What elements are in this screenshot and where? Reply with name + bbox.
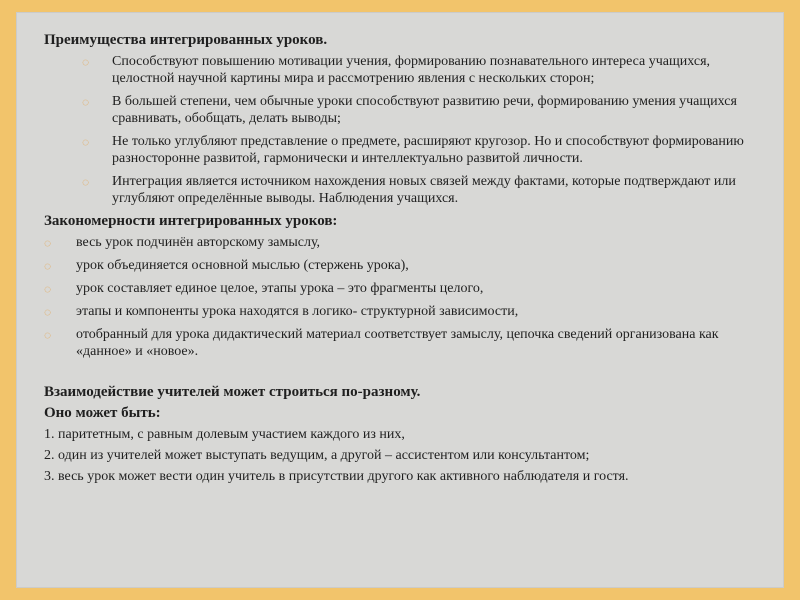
bullet-icon: ◌ [82, 135, 90, 149]
bullet-icon: ◌ [44, 328, 52, 342]
patterns-list [44, 234, 764, 360]
bullet-icon: ◌ [82, 175, 90, 189]
list-item-text: отобранный для урока дидактический материал соответствует замыслу, цепочка сведений организована как «данное» и «новое». [76, 327, 719, 359]
list-item [82, 93, 764, 127]
list-item [82, 53, 764, 87]
bullet-icon: ◌ [44, 259, 52, 273]
list-item [82, 133, 764, 167]
bullet-icon: ◌ [82, 55, 90, 69]
options-list [44, 426, 764, 485]
slide-content [44, 32, 764, 489]
heading-may-be: Оно может быть: [44, 405, 161, 421]
list-item [44, 234, 764, 251]
heading-interaction: Взаимодействие учителей может строиться по-разному. [44, 384, 421, 400]
heading-benefits: Преимущества интегрированных уроков. [44, 32, 328, 48]
bullet-icon: ◌ [44, 282, 52, 296]
list-item-text: Интеграция является источником нахождения новых связей между фактами, которые подтверждают или углубляют определённые выводы. Наблюдения учащихся. [112, 174, 736, 206]
benefits-list [82, 53, 764, 207]
list-item-text: Не только углубляют представление о предмете, расширяют кругозор. Но и способствуют формированию разносторонне развитой, гармонически и интеллектуально развитой личности. [112, 134, 744, 166]
list-item-text: урок составляет единое целое, этапы урока – это фрагменты целого, [76, 281, 484, 296]
list-item [82, 173, 764, 207]
list-item [44, 303, 764, 320]
heading-patterns: Закономерности интегрированных уроков: [44, 213, 338, 229]
option-item: 2. один из учителей может выступать ведущим, а другой – ассистентом или консультантом; [44, 448, 590, 463]
list-item-text: В большей степени, чем обычные уроки способствуют развитию речи, формированию умения учащихся сравнивать, обобщать, делать выводы; [112, 94, 737, 126]
list-item [44, 257, 764, 274]
list-item-text: этапы и компоненты урока находятся в логико- структурной зависимости, [76, 304, 519, 319]
bullet-icon: ◌ [44, 305, 52, 319]
slide-frame [16, 12, 784, 588]
bullet-icon: ◌ [82, 95, 90, 109]
list-item-text: урок объединяется основной мыслью (стержень урока), [76, 258, 409, 273]
list-item [44, 280, 764, 297]
list-item-text: Способствуют повышению мотивации учения, формированию познавательного интереса учащихся, целостной научной картины мира и рассмотрению явления с нескольких сторон; [112, 54, 711, 86]
option-item: 3. весь урок может вести один учитель в присутствии другого как активного наблюдателя и гостя. [44, 469, 629, 484]
list-item-text: весь урок подчинён авторскому замыслу, [76, 235, 321, 250]
section-spacer [44, 366, 764, 384]
bullet-icon: ◌ [44, 236, 52, 250]
list-item [44, 326, 764, 360]
option-item: 1. паритетным, с равным долевым участием каждого из них, [44, 427, 405, 442]
